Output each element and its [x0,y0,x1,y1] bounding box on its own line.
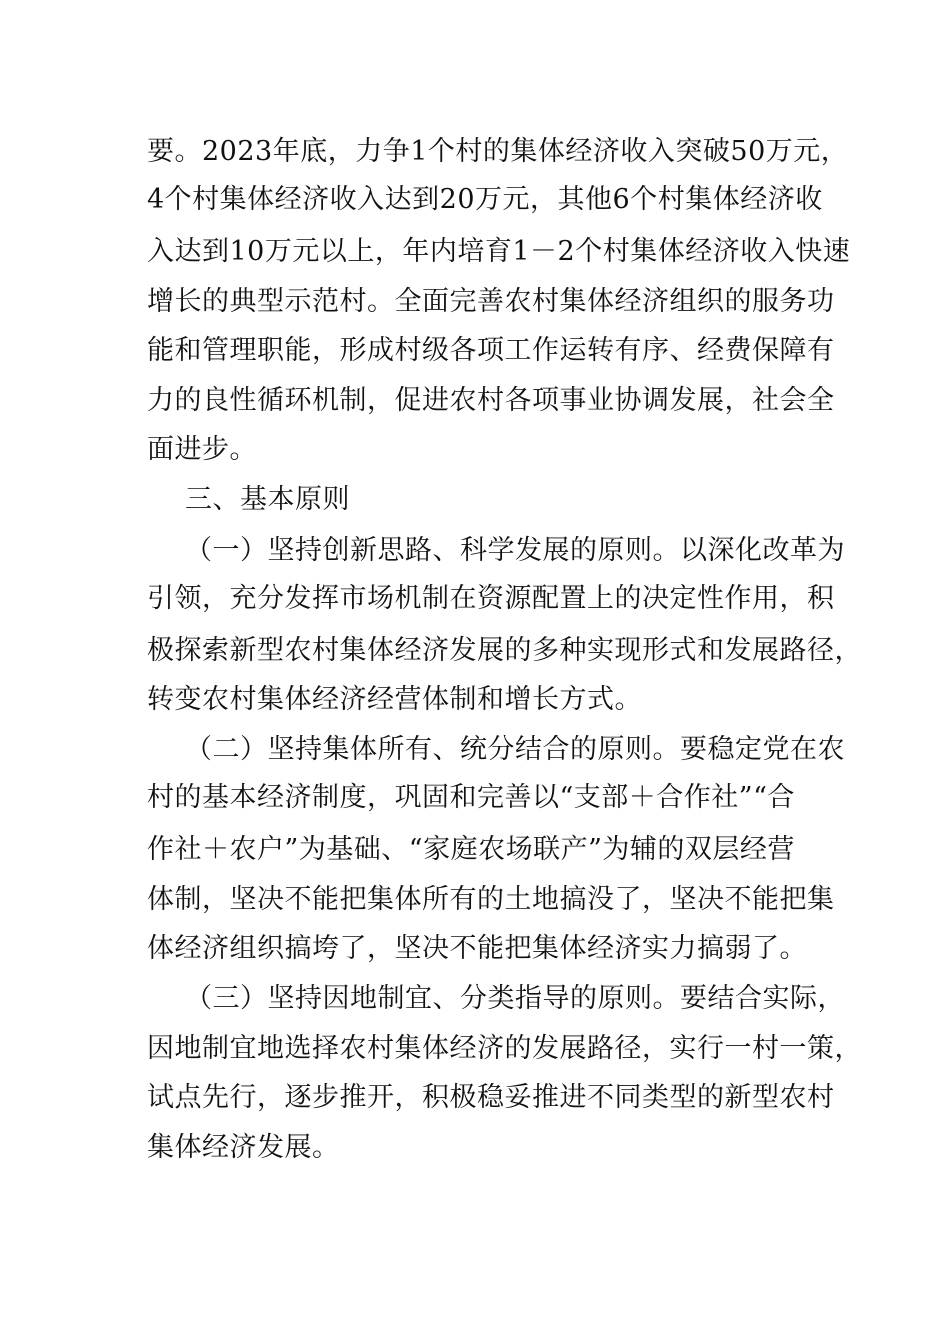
text-line: 转变农村集体经济经营体制和增长方式。 [147,684,642,715]
text-line: 能和管理职能，形成村级各项工作运转有序、经费保障有 [147,335,835,366]
text-line: 因地制宜地选择农村集体经济的发展路径，实行一村一策， [147,1033,862,1064]
text-line: 极探索新型农村集体经济发展的多种实现形式和发展路径， [147,635,862,666]
text-line: 要。2023年底，力争1个村的集体经济收入突破50万元， [147,136,849,167]
text-line: 引领，充分发挥市场机制在资源配置上的决定性作用，积 [147,583,835,614]
text-line: （三）坚持因地制宜、分类指导的原则。要结合实际， [185,983,845,1014]
text-line: 村的基本经济制度，巩固和完善以“支部＋合作社”“合 [147,782,795,813]
text-line: 集体经济发展。 [147,1132,340,1163]
text-line: 入达到10万元以上，年内培育1－2个村集体经济收入快速 [147,236,851,267]
text-line: （二）坚持集体所有、统分结合的原则。要稳定党在农 [185,734,845,765]
text-line: 试点先行，逐步推开，积极稳妥推进不同类型的新型农村 [147,1082,835,1113]
text-line: 体制，坚决不能把集体所有的土地搞没了，坚决不能把集 [147,884,835,915]
text-line: 力的良性循环机制，促进农村各项事业协调发展，社会全 [147,385,835,416]
text-line: 作社＋农户”为基础、“家庭农场联产”为辅的双层经营 [147,834,795,865]
text-line: 面进步。 [147,434,257,465]
text-line: 4个村集体经济收入达到20万元，其他6个村集体经济收 [147,184,823,215]
text-line: 体经济组织搞垮了，坚决不能把集体经济实力搞弱了。 [147,933,807,964]
text-line: 增长的典型示范村。全面完善农村集体经济组织的服务功 [147,286,835,317]
section-heading: 三、基本原则 [185,484,350,515]
text-line: （一）坚持创新思路、科学发展的原则。以深化改革为 [185,535,845,566]
